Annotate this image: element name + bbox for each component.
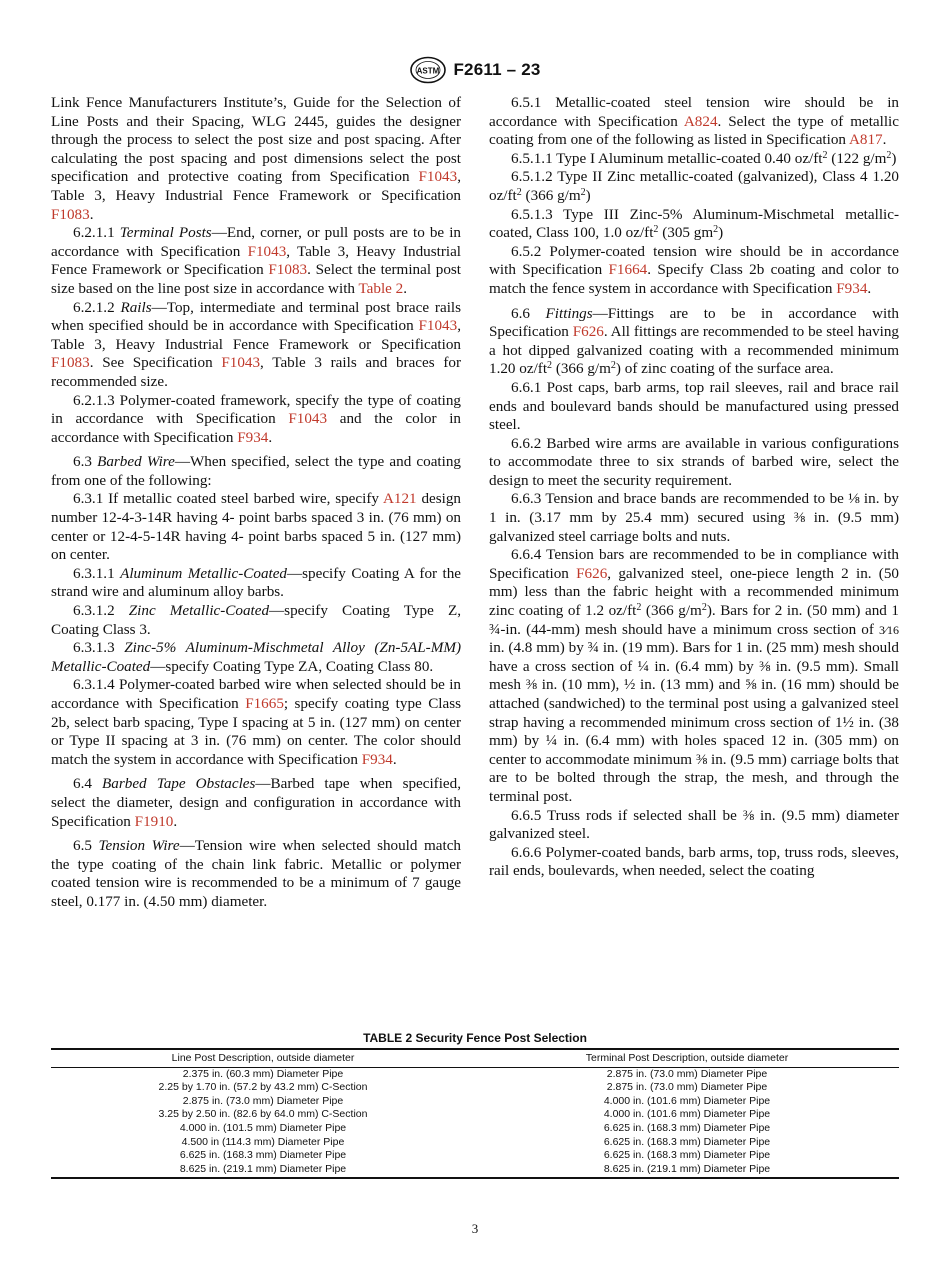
line-post-cell: 2.875 in. (73.0 mm) Diameter Pipe [182, 1094, 344, 1107]
paragraph-6-3-1: 6.3.1 If metallic coated steel barbed wire, specify A121 design number 12-4-3-14R having 4- point barbs spaced 3 in. (76 mm) on center or 12-4-5-14R having 4- point barbs spaced 5 in. (127 mm) on center. [51, 490, 461, 564]
paragraph-6-3: 6.3 Barbed Wire—When specified, select the type and coating from one of the following: [51, 453, 461, 489]
paragraph-6-3-1-4: 6.3.1.4 Polymer-coated barbed wire when selected should be in accordance with Specification F1665; specify coating type Class 2b, select barb spacing, Type I spacing at 5 in. (127 mm) on center or Type II spacing at 3 in. (76 mm) on center. The color should match the system in accordance with Specification F934. [51, 676, 461, 768]
table-row [51, 1067, 899, 1081]
link-f934[interactable]: F934 [361, 750, 393, 768]
paragraph-6-5-1: 6.5.1 Metallic-coated steel tension wire should be in accordance with Specification A824. Select the type of metallic coating from one of the following as listed in Specification A817. [489, 94, 899, 149]
paragraph-6-6-5: 6.6.5 Truss rods if selected shall be ⅜ in. (9.5 mm) diameter galvanized steel. [489, 806, 899, 843]
table-row [51, 1095, 899, 1109]
paragraph-6-6-1: 6.6.1 Post caps, barb arms, top rail sleeves, rail and brace rail ends and boulevard bands should be manufactured using pressed steel. [489, 378, 899, 434]
line-post-cell: 6.625 in. (168.3 mm) Diameter Pipe [179, 1149, 347, 1162]
paragraph-6-5-1-2: 6.5.1.2 Type II Zinc metallic-coated (galvanized), Class 4 1.20 $oz/ft^2$ (366 $g/m^2$) [489, 168, 899, 204]
terminal-post-cell: 4.000 in. (101.6 mm) Diameter Pipe [603, 1108, 771, 1121]
link-table-2[interactable]: Table 2 [358, 279, 404, 297]
table-title: TABLE 2 Security Fence Post Selection [363, 1031, 587, 1045]
link-f1043[interactable]: F1043 [288, 410, 328, 428]
paragraph-6-2-1-1: 6.2.1.1 Terminal Posts—End, corner, or pull posts are to be in accordance with Specification F1043, Table 3, Heavy Industrial Fence Framework or Specification F1083. Select the terminal post size based on the line post size in accordance with Table 2. [51, 224, 461, 297]
link-a121[interactable]: A121 [382, 490, 417, 508]
column-header-line-post: Line Post Description, outside diameter [51, 1049, 475, 1067]
paragraph-6-6-3: 6.6.3 Tension and brace bands are recommended to be ⅛ in. by 1 in. (3.17 mm by 25.4 mm) secured using ⅜ in. (9.5 mm) galvanized steel carriage bolts and nuts. [489, 490, 899, 545]
right-column [489, 94, 899, 881]
paragraph-6-2-1-3: 6.2.1.3 Polymer-coated framework, specify the type of coating in accordance with Specification F1043 and the color in accordance with Specification F934. [51, 391, 461, 446]
table-row [51, 1081, 899, 1095]
terminal-post-cell: 4.000 in. (101.6 mm) Diameter Pipe [603, 1094, 771, 1107]
terminal-post-cell: 2.875 in. (73.0 mm) Diameter Pipe [606, 1067, 768, 1080]
astm-logo-icon [409, 56, 447, 84]
paragraph-6-2-1-2: 6.2.1.2 Rails—Top, intermediate and terminal post brace rails when specified should be in accordance with Specification F1043, Table 3, Heavy Industrial Fence Framework or Specification F1083. See Specification F1043, Table 3 rails and braces for recommended size. [51, 298, 461, 390]
paragraph-6-4: 6.4 Barbed Tape Obstacles—Barbed tape when specified, select the diameter, design and configuration in accordance with Specification F1910. [51, 775, 461, 830]
paragraph-6-3-1-2: 6.3.1.2 Zinc Metallic-Coated—specify Coating Type Z, Coating Class 3. [51, 602, 461, 638]
paragraph-6-6: 6.6 Fittings—Fittings are to be in accordance with Specification F626. All fittings are recommended to be steel having a hot dipped galvanized coating with a recommended minimum 1.20 $oz/ft^2$ (366 $g/m^2$) of zinc coating of the surface area. [489, 304, 899, 378]
document-designation: F2611 – 23 [453, 60, 541, 79]
line-post-cell: 8.625 in. (219.1 mm) Diameter Pipe [51, 1163, 475, 1179]
line-post-cell: 3.25 by 2.50 in. (82.6 by 64.0 mm) C-Section [158, 1108, 368, 1121]
column-header-terminal-post: Terminal Post Description, outside diameter [475, 1049, 899, 1067]
terminal-post-cell: 6.625 in. (168.3 mm) Diameter Pipe [603, 1149, 771, 1162]
link-f626[interactable]: F626 [572, 323, 604, 341]
svg-text:ASTM: ASTM [417, 66, 440, 76]
paragraph-6-5: 6.5 Tension Wire—Tension wire when selected should match the type coating of the chain link fabric. Metallic or polymer coated tension wire is recommended to be a minimum of 7 gauge steel, 0.177 in. (4.50 mm) diameter. [51, 837, 461, 910]
table-row [51, 1122, 899, 1136]
link-f1665[interactable]: F1665 [245, 695, 284, 712]
link-f1043[interactable]: F1043 [247, 242, 287, 260]
page-header [0, 56, 950, 84]
paragraph-6-6-6: 6.6.6 Polymer-coated bands, barb arms, top, truss rods, sleeves, rail ends, boulevards, when needed, select the coating [489, 843, 899, 880]
link-f934[interactable]: F934 [237, 428, 269, 446]
line-post-cell: 4.500 in (114.3 mm) Diameter Pipe [181, 1135, 345, 1148]
link-f1043[interactable]: F1043 [221, 354, 261, 372]
link-a824[interactable]: A824 [683, 112, 718, 130]
left-column [51, 94, 461, 912]
paragraph-6-5-1-3: 6.5.1.3 Type III Zinc-5% Aluminum-Mischmetal metallic-coated, Class 100, 1.0 $oz/ft^2$ (305 $gm^2$) [489, 205, 899, 242]
paragraph-6-6-4: 6.6.4 Tension bars are recommended to be in compliance with Specification F626, galvanized steel, one-piece length 2 in. (50 mm) less than the fabric height with a recommended minimum zinc coating of 1.2 $oz/ft^2$ (366 $g/m^2$). Bars for 2 in. (50 mm) and 1 ¾-in. (44-mm) mesh should have a minimum cross section of 3⁄16 in. (4.8 mm) by ¾ in. (19 mm). Bars for 1 in. (25 mm) mesh should have a cross section of ¼ in. (6.4 mm) by ⅜ in. (9.5 mm). Small mesh ⅜ in. (10 mm), ½ in. (13 mm) and ⅝ in. (16 mm) should be attached (sandwiched) to the terminal post using a galvanized steel strap having a recommended minimum cross section of 1½ in. (38 mm) by ¼ in. (6.4 mm) with holes spaced 12 in. (305 mm) on center to accommodate minimum ⅜ in. (9.5 mm) carriage bolts that are to be bolted through the strap, the mesh, and through the terminal post. [489, 546, 899, 805]
link-f626[interactable]: F626 [576, 564, 608, 582]
line-post-cell: 2.25 by 1.70 in. (57.2 by 43.2 mm) C-Section [158, 1081, 368, 1094]
table-row [51, 1149, 899, 1163]
terminal-post-cell: 6.625 in. (168.3 mm) Diameter Pipe [603, 1135, 771, 1148]
terminal-post-cell: 8.625 in. (219.1 mm) Diameter Pipe [475, 1163, 899, 1179]
paragraph-6-5-1-1: 6.5.1.1 Type I Aluminum metallic-coated 0.40 $oz/ft^2$ (122 $g/m^2$) [511, 149, 897, 167]
table-header-row [51, 1049, 899, 1067]
link-f1664[interactable]: F1664 [608, 261, 648, 279]
terminal-post-cell: 6.625 in. (168.3 mm) Diameter Pipe [603, 1121, 771, 1134]
paragraph-6-5-2: 6.5.2 Polymer-coated tension wire should be in accordance with Specification F1664. Specify Class 2b coating and color to match the fence system in accordance with Specification F934. [489, 242, 899, 297]
link-a817[interactable]: A817 [848, 131, 883, 149]
paragraph-6-6-2: 6.6.2 Barbed wire arms are available in various configurations to accommodate three to six strands of barbed wire, select the design to meet the security requirement. [489, 434, 899, 489]
link-f1083[interactable]: F1083 [51, 354, 90, 372]
link-f1083[interactable]: F1083 [268, 261, 308, 279]
security-fence-post-table [51, 1048, 899, 1179]
table-row [51, 1136, 899, 1150]
line-post-cell: 2.375 in. (60.3 mm) Diameter Pipe [182, 1067, 344, 1080]
link-f1043[interactable]: F1043 [418, 168, 458, 186]
terminal-post-cell: 2.875 in. (73.0 mm) Diameter Pipe [606, 1081, 768, 1094]
paragraph-6-3-1-1: 6.3.1.1 Aluminum Metallic-Coated—specify Coating A for the strand wire and aluminum alloy barbs. [51, 564, 462, 601]
link-f1043[interactable]: F1043 [418, 317, 458, 335]
link-f934[interactable]: F934 [836, 279, 868, 297]
link-f1083[interactable]: F1083 [51, 205, 90, 223]
link-f1910[interactable]: F1910 [134, 812, 174, 830]
page-number: 3 [471, 1221, 479, 1236]
line-post-cell: 4.000 in. (101.5 mm) Diameter Pipe [179, 1121, 347, 1134]
paragraph-6-3-1-3: 6.3.1.3 Zinc-5% Aluminum-Mischmetal Alloy (Zn-5AL-MM) Metallic-Coated—specify Coating Type ZA, Coating Class 80. [51, 639, 461, 675]
table-row [51, 1108, 899, 1122]
paragraph-6-2-1-continued: Link Fence Manufacturers Institute’s, Guide for the Selection of Line Posts and their Spacing, WLG 2445, guides the designer through the process to select the post size and post spacing. After calculating the post spacing and post dimensions select the post specification and protective coating from Specification F1043, Table 3, Heavy Industrial Fence Framework or Specification F1083. [51, 94, 461, 223]
table-row [51, 1163, 899, 1179]
